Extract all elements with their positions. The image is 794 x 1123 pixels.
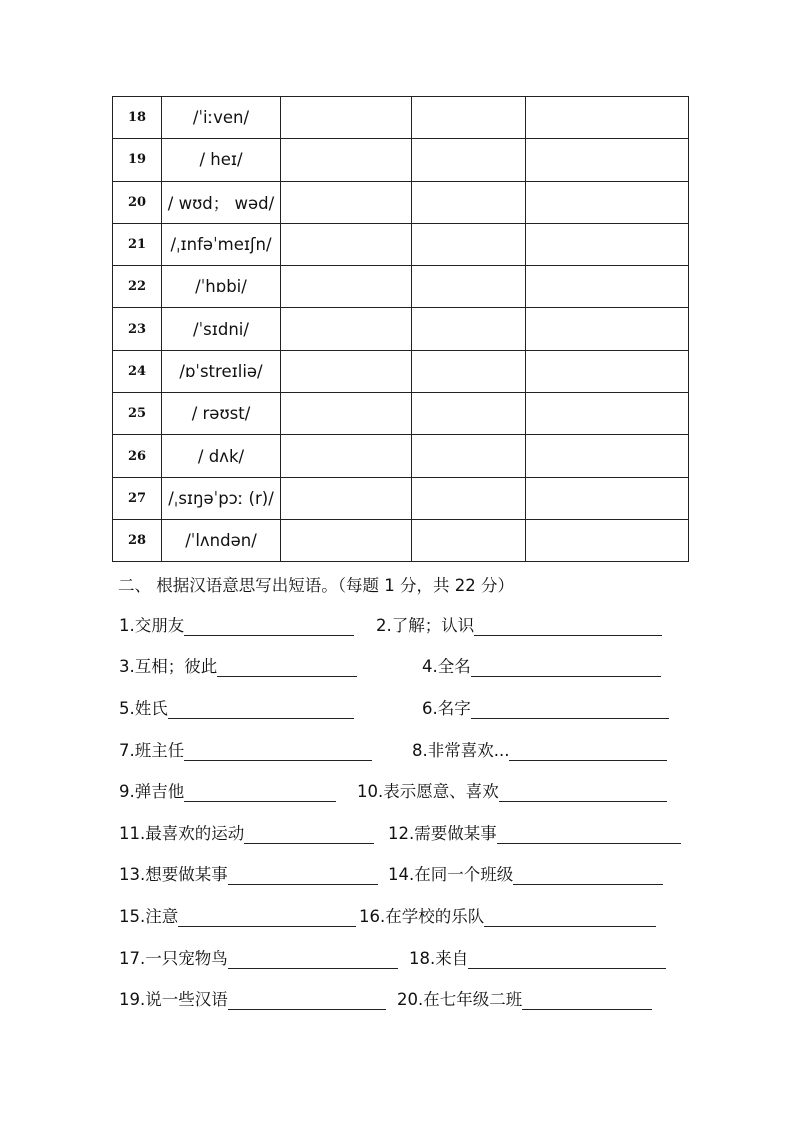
answer-cell[interactable] <box>412 181 526 223</box>
question-label: 13.想要做某事 <box>119 865 228 884</box>
question-label: 12.需要做某事 <box>388 824 497 843</box>
row-number: 18 <box>113 97 162 139</box>
answer-cell[interactable] <box>526 308 689 350</box>
answer-cell[interactable] <box>526 350 689 392</box>
question-item <box>397 990 652 1010</box>
question-item <box>359 907 656 927</box>
table-row <box>113 266 689 308</box>
question-item <box>119 616 354 636</box>
answer-blank[interactable] <box>217 660 357 677</box>
answer-blank[interactable] <box>484 910 656 927</box>
table-row <box>113 393 689 435</box>
table-row <box>113 181 689 223</box>
phonetic-cell: /ˈhɒbi/ <box>162 266 281 308</box>
answer-cell[interactable] <box>412 308 526 350</box>
row-number: 28 <box>113 519 162 561</box>
answer-cell[interactable] <box>281 181 412 223</box>
answer-blank[interactable] <box>184 744 372 761</box>
row-number: 26 <box>113 435 162 477</box>
answer-cell[interactable] <box>526 393 689 435</box>
question-item <box>422 657 661 677</box>
question-item <box>412 741 667 761</box>
row-number: 21 <box>113 223 162 265</box>
answer-blank[interactable] <box>178 910 356 927</box>
question-item <box>119 990 386 1010</box>
answer-cell[interactable] <box>281 350 412 392</box>
answer-cell[interactable] <box>281 139 412 181</box>
question-label: 15.注意 <box>119 907 179 926</box>
answer-cell[interactable] <box>281 477 412 519</box>
answer-cell[interactable] <box>281 266 412 308</box>
answer-blank[interactable] <box>471 660 661 677</box>
answer-cell[interactable] <box>412 393 526 435</box>
answer-cell[interactable] <box>526 519 689 561</box>
question-item <box>119 741 372 761</box>
answer-blank[interactable] <box>184 619 354 636</box>
row-number: 24 <box>113 350 162 392</box>
question-item <box>119 865 378 885</box>
question-label: 14.在同一个班级 <box>388 865 514 884</box>
answer-cell[interactable] <box>412 477 526 519</box>
answer-cell[interactable] <box>526 435 689 477</box>
question-label: 6.名字 <box>422 699 471 718</box>
answer-blank[interactable] <box>168 702 354 719</box>
question-label: 8.非常喜欢... <box>412 741 510 760</box>
answer-cell[interactable] <box>526 139 689 181</box>
phonetic-cell: /ˌsɪŋəˈpɔː (r)/ <box>162 477 281 519</box>
question-item <box>119 657 357 677</box>
question-item <box>388 824 681 844</box>
phonetic-cell: /ɒˈstreɪliə/ <box>162 350 281 392</box>
answer-cell[interactable] <box>412 266 526 308</box>
answer-cell[interactable] <box>412 350 526 392</box>
question-item <box>119 907 356 927</box>
answer-cell[interactable] <box>526 477 689 519</box>
answer-cell[interactable] <box>281 308 412 350</box>
answer-cell[interactable] <box>412 97 526 139</box>
answer-cell[interactable] <box>526 266 689 308</box>
table-row <box>113 97 689 139</box>
answer-cell[interactable] <box>281 97 412 139</box>
row-number: 27 <box>113 477 162 519</box>
phonetic-cell: /ˈsɪdni/ <box>162 308 281 350</box>
answer-cell[interactable] <box>281 393 412 435</box>
question-item <box>119 699 354 719</box>
table-row <box>113 435 689 477</box>
answer-blank[interactable] <box>522 993 652 1010</box>
table-row <box>113 308 689 350</box>
table-row <box>113 519 689 561</box>
question-item <box>357 782 667 802</box>
phonetic-cell: / wʊd； wəd/ <box>162 181 281 223</box>
answer-blank[interactable] <box>184 785 336 802</box>
answer-cell[interactable] <box>526 181 689 223</box>
question-label: 17.一只宠物鸟 <box>119 949 228 968</box>
answer-blank[interactable] <box>228 868 378 885</box>
row-number: 25 <box>113 393 162 435</box>
question-label: 11.最喜欢的运动 <box>119 824 245 843</box>
row-number: 19 <box>113 139 162 181</box>
phonetic-table <box>112 96 689 562</box>
answer-cell[interactable] <box>281 519 412 561</box>
question-label: 20.在七年级二班 <box>397 990 523 1009</box>
answer-cell[interactable] <box>412 223 526 265</box>
answer-blank[interactable] <box>513 868 663 885</box>
answer-blank[interactable] <box>228 952 398 969</box>
question-label: 4.全名 <box>422 657 471 676</box>
question-label: 16.在学校的乐队 <box>359 907 485 926</box>
answer-cell[interactable] <box>412 519 526 561</box>
table-row <box>113 477 689 519</box>
question-label: 9.弹吉他 <box>119 782 185 801</box>
answer-cell[interactable] <box>526 97 689 139</box>
question-item <box>409 949 666 969</box>
question-label: 10.表示愿意、喜欢 <box>357 782 499 801</box>
question-label: 7.班主任 <box>119 741 185 760</box>
answer-cell[interactable] <box>526 223 689 265</box>
phonetic-cell: /ˈlʌndən/ <box>162 519 281 561</box>
question-item <box>388 865 663 885</box>
question-label: 19.说一些汉语 <box>119 990 228 1009</box>
phonetic-cell: /ˌɪnfəˈmeɪʃn/ <box>162 223 281 265</box>
question-item <box>422 699 669 719</box>
answer-blank[interactable] <box>228 993 386 1010</box>
phonetic-cell: /ˈiːven/ <box>162 97 281 139</box>
question-item <box>119 824 374 844</box>
answer-cell[interactable] <box>412 139 526 181</box>
phonetic-cell: / heɪ/ <box>162 139 281 181</box>
row-number: 22 <box>113 266 162 308</box>
question-label: 1.交朋友 <box>119 616 185 635</box>
answer-blank[interactable] <box>499 785 667 802</box>
question-item <box>119 782 336 802</box>
answer-blank[interactable] <box>509 744 667 761</box>
table-row <box>113 350 689 392</box>
answer-blank[interactable] <box>244 827 374 844</box>
phonetic-cell: / rəʊst/ <box>162 393 281 435</box>
answer-blank[interactable] <box>497 827 681 844</box>
table-row <box>113 139 689 181</box>
answer-cell[interactable] <box>412 435 526 477</box>
row-number: 23 <box>113 308 162 350</box>
row-number: 20 <box>113 181 162 223</box>
question-label: 2.了解；认识 <box>376 616 475 635</box>
section-title: 二、 根据汉语意思写出短语。（每题 1 分，共 22 分） <box>118 576 514 595</box>
answer-blank[interactable] <box>468 952 666 969</box>
question-item <box>376 616 662 636</box>
question-label: 5.姓氏 <box>119 699 168 718</box>
question-label: 3.互相；彼此 <box>119 657 218 676</box>
table-row <box>113 223 689 265</box>
answer-blank[interactable] <box>474 619 662 636</box>
question-item <box>119 949 398 969</box>
question-label: 18.来自 <box>409 949 469 968</box>
answer-cell[interactable] <box>281 223 412 265</box>
answer-blank[interactable] <box>471 702 669 719</box>
phonetic-cell: / dʌk/ <box>162 435 281 477</box>
answer-cell[interactable] <box>281 435 412 477</box>
